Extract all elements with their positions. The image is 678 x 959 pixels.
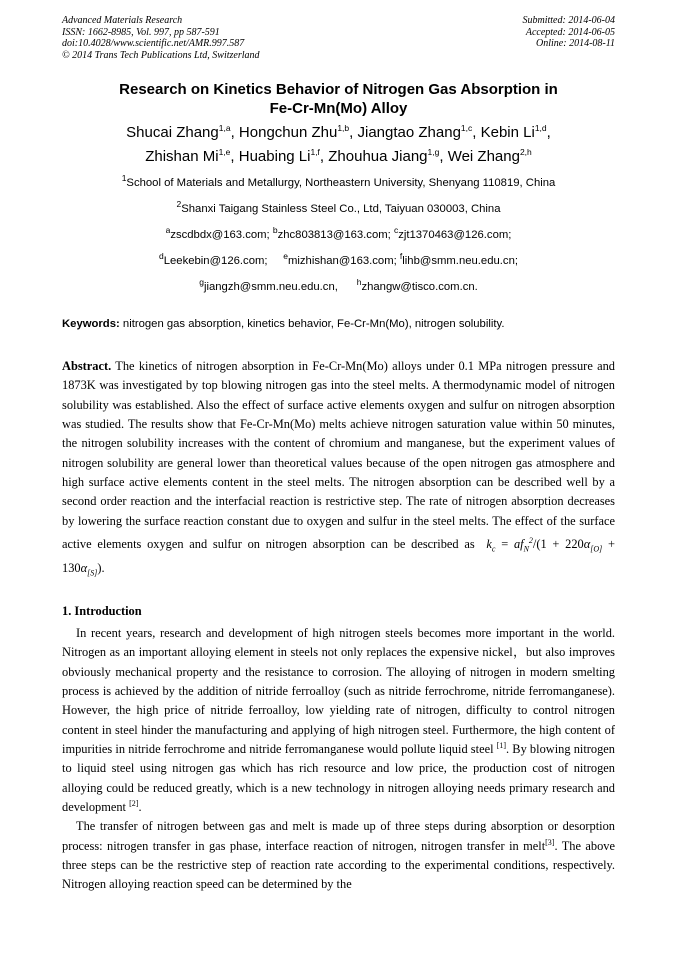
citation-ref: [2] (129, 798, 139, 808)
formula-f-sub: N (523, 544, 529, 554)
email-mark: h (356, 277, 362, 288)
paper-title (62, 80, 615, 118)
email-mark: a (165, 225, 171, 236)
journal-copyright: © 2014 Trans Tech Publications Ltd, Switzerland (62, 49, 260, 61)
formula-f-sup: 2 (528, 536, 533, 546)
author-separator: , (230, 124, 239, 141)
abstract-text: The kinetics of nitrogen absorption in Fe-Cr-Mn(Mo) alloys under 0.1 MPa nitrogen pressure and 1873K was investigated by top blowing nitrogen gas into the steel melts. A thermodynamic model of nitrogen solubility was established. Also the effect of surface active elements oxygen and sulfur on nitrogen absorption was studied. The results show that Fe-Cr-Mn(Mo) melts achieve nitrogen saturation value within 50 minutes, the nitrogen solubility increases with the content of chromium and manganese, but the experiment values of nitrogen solubility are general lower than theoretical values because of the open nitrogen gas atmosphere and high surface active elements content in the steel melts. The nitrogen absorption can be described well by a second order reaction and the interfacial reaction is restrictive step. The rate of nitrogen absorption decreases by lowering the surface reaction constant due to oxygen and sulfur in the steel melts. The effect of the surface active elements oxygen and sulfur on nitrogen absorption can be described as (62, 359, 615, 552)
author-affil-mark: 1,b (337, 123, 350, 133)
formula-k-sub: c (491, 544, 496, 554)
author-name: Shucai Zhang (126, 124, 219, 141)
formula-k: k (486, 537, 492, 552)
author-affil-mark: 1,c (460, 123, 473, 133)
submitted-date: Submitted: 2014-06-04 (522, 15, 615, 26)
section-heading: 1. Introduction (62, 604, 142, 618)
formula-alpha: α (80, 561, 88, 576)
online-date: Online: 2014-08-11 (536, 38, 615, 50)
affiliation-text: Shanxi Taigang Stainless Steel Co., Ltd, Taiyuan 030003, China (181, 203, 501, 215)
title-line-2: Fe-Cr-Mn(Mo) Alloy (269, 100, 408, 117)
accepted-date: Accepted: 2014-06-05 (525, 26, 615, 38)
title-line-1: Research on Kinetics Behavior of Nitrogen Gas Absorption in (119, 81, 558, 98)
abstract-label: Abstract. (62, 359, 112, 373)
intro-text: . By blowing nitrogen to liquid steel using nitrogen gas which has rich resource and low price, the production cost of nitrogen alloying could be reduced greatly, which is a new technology in nitrogen alloying needs primary research and development (62, 742, 616, 815)
author-separator: , (546, 124, 551, 141)
formula-eq: = (495, 537, 514, 552)
intro-text: The transfer of nitrogen between gas and melt is made up of three steps during absorption or desorption process: nitrogen transfer in gas phase, interface reaction of nitrogen, nitrogen transfer in melt (62, 819, 615, 853)
email-address: zhc803813@163.com; (277, 229, 394, 241)
author-name: Huabing Li (238, 148, 311, 165)
email-line-3 (62, 277, 615, 293)
author-separator: , (230, 148, 239, 165)
formula-af: af (513, 537, 524, 552)
formula-part-2: + 130 (62, 537, 615, 576)
author-name: Kebin Li (480, 124, 535, 141)
formula-part-1: /(1 + 220 (532, 537, 584, 552)
affiliation-text: School of Materials and Metallurgy, Northeastern University, Shenyang 110819, China (126, 177, 556, 189)
email-address: zjt1370463@126.com; (398, 229, 512, 241)
author-list (62, 121, 615, 169)
email-mark: b (272, 225, 278, 236)
email-address: lihb@smm.neu.edu.cn; (402, 255, 518, 267)
journal-issn: ISSN: 1662-8985, Vol. 997, pp 587-591 (62, 26, 220, 38)
citation-ref: [3] (545, 837, 555, 847)
author-line-2 (62, 145, 615, 169)
keywords-text: nitrogen gas absorption, kinetics behavior, Fe-Cr-Mn(Mo), nitrogen solubility. (122, 318, 505, 330)
abstract (62, 357, 615, 583)
intro-text: . The above three steps can be the restrictive step of reaction rate according to the experimental conditions, respectively. Nitrogen alloying reaction speed can be determined by the (62, 838, 615, 892)
email-address: Leekebin@126.com; (163, 255, 281, 267)
affiliation-2 (62, 199, 615, 215)
email-address: zscdbdx@163.com; (170, 229, 273, 241)
email-mark: e (283, 251, 288, 262)
keywords (62, 318, 615, 330)
author-line-1 (62, 121, 615, 145)
intro-text: In recent years, research and development of high nitrogen steels becomes more important in the world. Nitrogen as an important alloying element in steels not only replaces the expensive nickel，but also improves obviously mechanical property and the resistance to corrosion. The alloying of nitrogen in modern smelting process is achieved by the addition of nitride ferroalloy (such as nitride ferrochrome, nitride ferromanganese). However, the high price of nitride ferroalloy, low yielding rate of nitrogen, difficulty to control nitrogen content in steel hinder the manufacturing and applying of high nitrogen steel. Furthermore, the high content of impurities in nitride ferrochrome and nitride ferromanganese would pollute liquid steel (62, 626, 615, 757)
email-line-2 (62, 251, 615, 267)
formula-part-3: ) (97, 561, 102, 576)
email-mark: f (399, 251, 403, 262)
intro-paragraph-1 (62, 624, 615, 817)
author-separator: , (472, 124, 481, 141)
formula-end: . (101, 561, 105, 576)
author-affil-mark: 1,e (218, 147, 231, 157)
affiliation-mark: 1 (121, 173, 127, 184)
email-mark: c (393, 225, 399, 236)
journal-doi: doi:10.4028/www.scientific.net/AMR.997.587 (62, 38, 245, 50)
author-separator: , (439, 148, 448, 165)
author-separator: , (319, 148, 329, 165)
author-name: Zhishan Mi (145, 148, 219, 165)
author-affil-mark: 1,d (534, 123, 547, 133)
intro-text: . (138, 800, 142, 815)
email-mark: d (159, 251, 164, 262)
journal-header-right (523, 15, 616, 50)
author-name: Wei Zhang (447, 148, 520, 165)
journal-name: Advanced Materials Research (62, 15, 183, 26)
author-affil-mark: 2,h (519, 147, 532, 157)
author-affil-mark: 1,a (218, 123, 231, 133)
email-line-1 (62, 225, 615, 241)
email-address: zhangw@tisco.com.cn. (361, 281, 478, 293)
author-name: Jiangtao Zhang (357, 124, 461, 141)
affiliation-1 (62, 173, 615, 189)
email-mark: g (199, 277, 204, 288)
keywords-label: Keywords: (62, 318, 120, 330)
author-affil-mark: 1,f (310, 147, 320, 157)
author-name: Hongchun Zhu (238, 124, 338, 141)
affiliation-mark: 2 (176, 199, 182, 210)
email-address: mizhishan@163.com; (287, 255, 400, 267)
intro-paragraph-2 (62, 817, 615, 894)
author-name: Zhouhua Jiang (328, 148, 428, 165)
journal-header-left (62, 15, 260, 61)
formula-alpha: α (583, 537, 591, 552)
formula-alpha-sub: [O] (590, 544, 603, 554)
introduction-body (62, 624, 615, 895)
author-separator: , (349, 124, 358, 141)
author-affil-mark: 1,g (427, 147, 440, 157)
formula-alpha-sub: [S] (87, 568, 98, 578)
citation-ref: [1] (496, 740, 507, 750)
email-address: jiangzh@smm.neu.edu.cn, (203, 281, 354, 293)
